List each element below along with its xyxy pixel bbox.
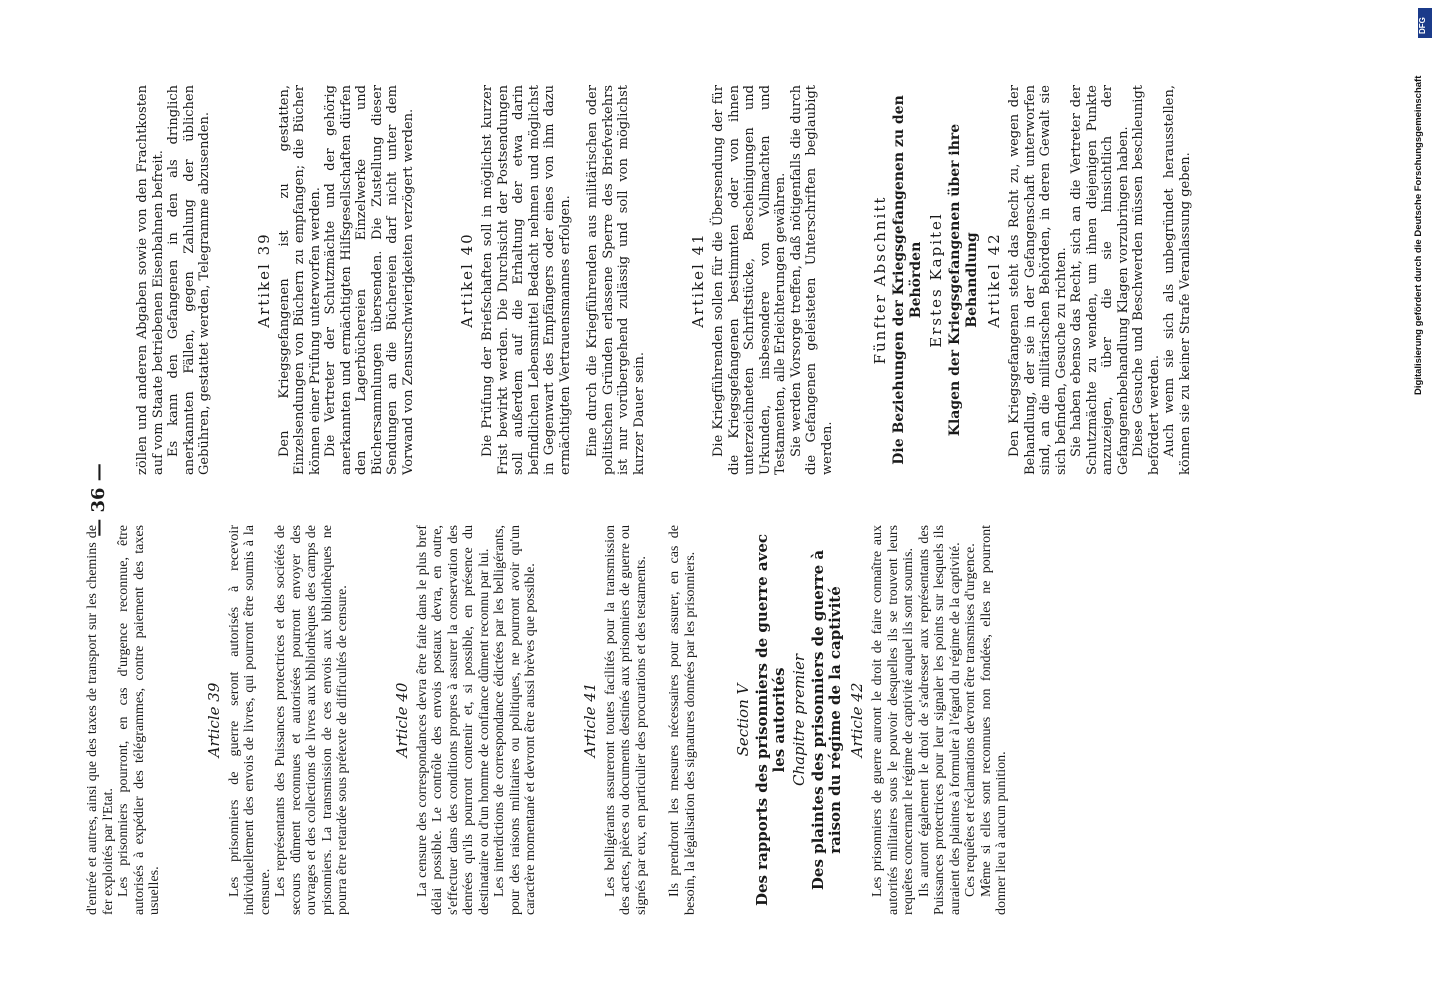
fr-paragraph: Les représentants des Puissances protectrices et des sociétés de secours dûment reconnues et autorisées pourront envoyer des ouvrages et des collections de livres aux bibliothèques des camps de prisonniers. La transmission de ces envois aux bibliothèques ne pourra être retardée sous prétexte de difficultés de censure. [273, 525, 350, 915]
fr-paragraph: Ils prendront les mesures nécessaires pour assurer, en cas de besoin, la légalisation des signatures données par les prisonniers. [667, 525, 698, 915]
fr-paragraph: Les prisonniers de guerre seront autorisés à recevoir individuellement des envois de livres, qui pourront être soumis à la censure. [226, 525, 273, 915]
fr-paragraph: Les prisonniers de guerre auront le droit de faire connaître aux autorités militaires sous le pouvoir desquelles ils se trouvent leurs requêtes concernant le régime de captivité auquel ils sont soumis. [870, 525, 916, 915]
dfg-logo [1418, 8, 1432, 38]
de-paragraph: Den Kriegsgefangenen ist zu gestatten, Einzelsendungen von Büchern zu empfangen; die Bücher können einer Prüfung unterworfen werden. [276, 85, 323, 475]
de-paragraph: Diese Gesuche und Beschwerden müssen beschleunigt befördert werden. [1131, 85, 1162, 475]
fr-paragraph: Les prisonniers pourront, en cas d'urgence reconnue, être autorisés à expédier des télégrammes, contre paiement des taxes usuelles. [116, 525, 162, 915]
de-chapter-title: Klagen der Kriegsgefangenen über ihre Behandlung [947, 123, 980, 437]
de-section-heading: Fünfter Abschnitt [871, 195, 889, 365]
digitization-credit: Digitalisierung gefördert durch die Deutsche Forschungsgemeinschaft [1413, 75, 1424, 395]
fr-paragraph: La censure des correspondances devra être faite dans le plus bref délai possible. Le contrôle des envois postaux devra, en outre, s'effectuer dans des conditions propres à assurer la conservation des denrées qu'ils pourront contenir et, si possible, en présence du destinataire ou d'un homme de confiance dûment reconnu par lui. [414, 525, 492, 915]
de-paragraph: Es kann den Gefangenen in den als dringlich anerkannten Fällen, gegen Zahlung der üblichen Gebühren, gestattet werden, Telegramme abzusenden. [166, 85, 212, 475]
fr-section-title: Des rapports des prisonniers de guerre avec les autorités [753, 533, 788, 907]
de-paragraph: Den Kriegsgefangenen steht das Recht zu, wegen der Behandlung, der sie in der Gefangenschaft unterworfen sind, an die militärischen Behörden, in deren Gewalt sie sich befinden, Gesuche zu richten. [1007, 85, 1069, 475]
fr-article-40-heading: Article 40 [392, 682, 411, 758]
fr-article-39-heading: Article 39 [204, 682, 223, 758]
de-paragraph: Die Kriegführenden sollen für die Übersendung der für die Kriegsgefangenen bestimmten oder von ihnen unterzeichneten Schriftstücke, Bescheinigungen und Urkunden, insbesondere von Vollmachten und Testamenten, alle Erleichterungen gewähren. [711, 85, 788, 475]
fr-chapter-heading: Chapitre premier [790, 653, 808, 787]
fr-chapter-title: Des plaintes des prisonniers de guerre à raison du régime de la captivité [809, 549, 844, 891]
de-paragraph: Die Vertreter der Schutzmächte und der gehörig anerkannten und ermächtigten Hilfsgesellschaften dürfen den Lagerbüchereien Einzelwerke und Büchersammlungen übersenden. Die Zustellung dieser Sendungen an die Büchereien darf nicht unter dem Vorwand von Zensurschwierigkeiten verzögert werden. [323, 85, 416, 475]
de-article-39-heading: Artikel 39 [254, 232, 273, 328]
de-chapter-heading: Erstes Kapitel [927, 212, 945, 348]
dfg-logo-text: DFG [1418, 17, 1427, 34]
fr-paragraph: d'entrée et autres, ainsi que des taxes de transport sur les chemins de fer exploités par l'Etat. [85, 525, 116, 915]
fr-paragraph: Les belligérants assureront toutes facilités pour la transmission des actes, pièces ou documents destinés aux prisonniers de guerre ou signés par eux, en particulier des procurations et des testaments. [602, 525, 649, 915]
fr-article-41-heading: Article 41 [580, 682, 599, 758]
fr-paragraph: Ces requêtes et réclamations devront être transmises d'urgence. [963, 543, 978, 897]
de-paragraph: zöllen und anderen Abgaben sowie von den Frachtkosten auf vom Staate betriebenen Eisenbahnen befreit. [135, 85, 166, 475]
de-paragraph: Sie haben ebenso das Recht, sich an die Vertreter der Schutzmächte zu wenden, um ihnen diejenigen Punkte anzuzeigen, über die sie hinsichtlich der Gefangenenbehandlung Klagen vorzubringen haben. [1069, 85, 1131, 475]
de-paragraph: Sie werden Vorsorge treffen, daß nötigenfalls die durch die Gefangenen geleisteten Unterschriften beglaubigt werden. [788, 85, 835, 475]
de-article-41-heading: Artikel 41 [689, 232, 707, 328]
fr-paragraph: Les interdictions de correspondance édictées par les belligérants, pour des raisons militaires ou politiques, ne pourront avoir qu'un caractère momentané et devront être aussi brèves que possible. [492, 525, 538, 915]
de-paragraph: Die Prüfung der Briefschaften soll in möglichst kurzer Frist bewirkt werden. Die Durchsicht der Postsendungen soll außerdem auf die Erhaltung der etwa darin befindlichen Lebensmittel Bedacht nehmen und möglichst in Gegenwart des Empfängers oder eines von ihm dazu ermächtigten Vertrauensmannes erfolgen. [480, 85, 573, 475]
de-article-40-heading: Artikel 40 [458, 232, 476, 328]
fr-article-42-heading: Article 42 [848, 682, 866, 758]
fr-section-heading: Section V [734, 683, 752, 757]
de-section-title: Die Beziehungen der Kriegsgefangenen zu den Behörden [891, 95, 924, 465]
de-paragraph: Eine durch die Kriegführenden aus militärischen oder politischen Gründen erlassene Sperre des Briefverkehrs ist nur vorübergehend zulässig und soll von möglichst kurzer Dauer sein. [585, 85, 647, 475]
fr-paragraph: Même si elles sont reconnues non fondées, elles ne pourront donner lieu à aucun punition. [978, 525, 1009, 915]
german-column [135, 85, 1193, 475]
page-number: — 36 — [88, 463, 109, 537]
de-article-42-heading: Artikel 42 [985, 232, 1003, 328]
fr-paragraph: Ils auront également le droit de s'adresser aux représentants des Puissances protectrices pour leur signaler les points sur lesquels ils auraient des plaintes à formuler à l'égard du régime de la captivité. [916, 525, 963, 915]
french-column [85, 525, 1010, 915]
de-paragraph: Auch wenn sie sich als unbegründet herausstellen, können sie zu keiner Strafe Veranlassung geben. [1162, 85, 1193, 475]
